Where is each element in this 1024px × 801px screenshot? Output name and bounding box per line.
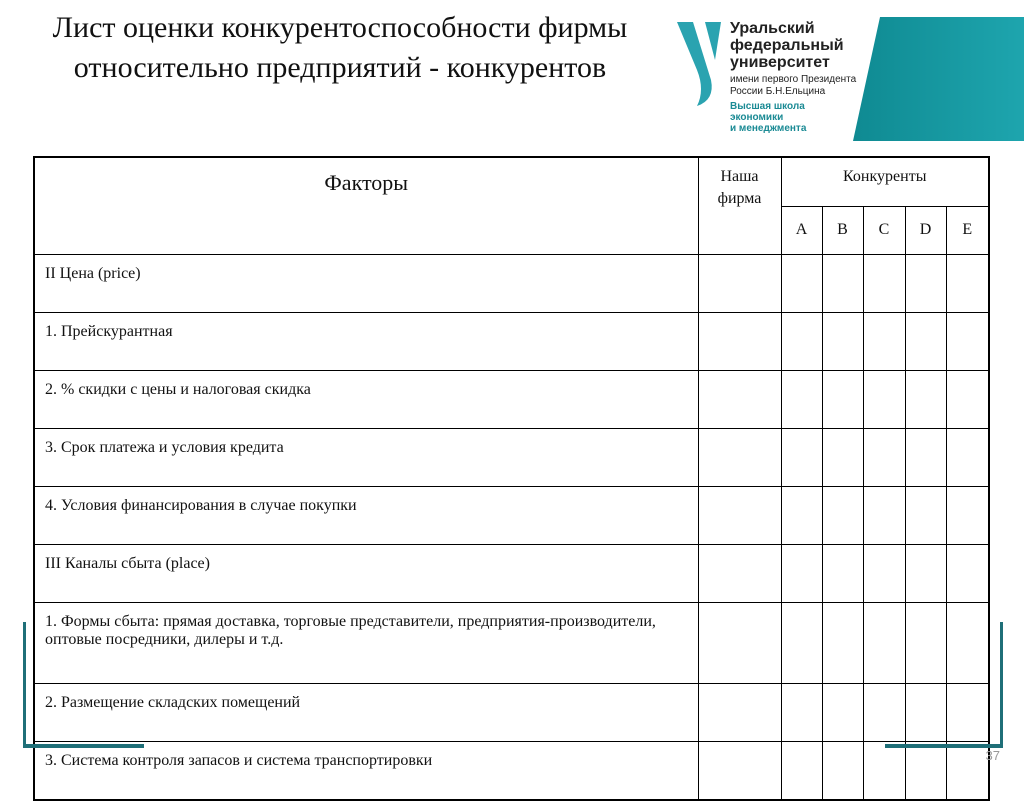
competitor-cell[interactable] bbox=[946, 254, 989, 312]
right-bracket-decoration bbox=[885, 622, 1003, 748]
logo-text: России Б.Н.Ельцина bbox=[730, 86, 826, 97]
competitor-cell[interactable] bbox=[946, 544, 989, 602]
competitor-cell[interactable] bbox=[863, 544, 905, 602]
competitor-cell[interactable] bbox=[822, 602, 863, 683]
competitor-column-header: A bbox=[781, 206, 822, 254]
competitor-cell[interactable] bbox=[946, 486, 989, 544]
competitor-cell[interactable] bbox=[781, 602, 822, 683]
logo-text: имени первого Президента bbox=[730, 74, 857, 85]
competitor-cell[interactable] bbox=[781, 486, 822, 544]
competitor-cell[interactable] bbox=[781, 683, 822, 741]
our-firm-cell[interactable] bbox=[698, 602, 781, 683]
competitor-cell[interactable] bbox=[781, 370, 822, 428]
logo-teal-banner bbox=[853, 17, 1024, 141]
competitor-cell[interactable] bbox=[905, 486, 946, 544]
table-row bbox=[34, 602, 989, 683]
our-firm-cell[interactable] bbox=[698, 428, 781, 486]
table-row bbox=[34, 370, 989, 428]
factors-header: Факторы bbox=[34, 157, 698, 254]
competitor-cell[interactable] bbox=[905, 544, 946, 602]
competitor-cell[interactable] bbox=[822, 741, 863, 800]
table-row bbox=[34, 428, 989, 486]
logo-text: университет bbox=[730, 54, 830, 71]
competitor-cell[interactable] bbox=[863, 370, 905, 428]
logo-text: Высшая школа bbox=[730, 101, 805, 112]
competitor-cell[interactable] bbox=[863, 312, 905, 370]
competitor-column-header: C bbox=[863, 206, 905, 254]
factor-label: 3. Срок платежа и условия кредита bbox=[34, 428, 698, 486]
factor-label: 2. Размещение складских помещений bbox=[34, 683, 698, 741]
table-row bbox=[34, 741, 989, 800]
competitor-cell[interactable] bbox=[863, 486, 905, 544]
logo-text: федеральный bbox=[730, 37, 844, 54]
competitor-cell[interactable] bbox=[905, 312, 946, 370]
table-row bbox=[34, 683, 989, 741]
table-row bbox=[34, 544, 989, 602]
logo-u-icon bbox=[675, 20, 725, 110]
factor-label: 1. Формы сбыта: прямая доставка, торговые представители, предприятия-производители, оптовые посредники, дилеры и т.д. bbox=[34, 602, 698, 683]
competitor-cell[interactable] bbox=[905, 370, 946, 428]
competitor-cell[interactable] bbox=[822, 683, 863, 741]
competitors-header: Конкуренты bbox=[781, 157, 989, 206]
competitor-cell[interactable] bbox=[863, 428, 905, 486]
competitor-column-header: E bbox=[946, 206, 989, 254]
our-firm-header: Наша фирма bbox=[698, 157, 781, 254]
slide-title: Лист оценки конкурентоспособности фирмы относительно предприятий - конкурентов bbox=[52, 11, 628, 84]
factor-label: 1. Прейскурантная bbox=[34, 312, 698, 370]
competitor-column-header: B bbox=[822, 206, 863, 254]
competitor-cell[interactable] bbox=[863, 254, 905, 312]
factor-label: 2. % скидки с цены и налоговая скидка bbox=[34, 370, 698, 428]
competitor-cell[interactable] bbox=[905, 428, 946, 486]
competitor-cell[interactable] bbox=[822, 428, 863, 486]
competitor-column-header: D bbox=[905, 206, 946, 254]
competitor-cell[interactable] bbox=[781, 428, 822, 486]
competitor-cell[interactable] bbox=[781, 544, 822, 602]
our-firm-cell[interactable] bbox=[698, 486, 781, 544]
page-number: 37 bbox=[985, 748, 1000, 763]
our-firm-cell[interactable] bbox=[698, 741, 781, 800]
competitor-cell[interactable] bbox=[946, 428, 989, 486]
competitor-cell[interactable] bbox=[946, 741, 989, 800]
competitor-cell[interactable] bbox=[863, 741, 905, 800]
table-row bbox=[34, 312, 989, 370]
table-row bbox=[34, 254, 989, 312]
logo-text: Уральский bbox=[730, 20, 815, 37]
competitor-cell[interactable] bbox=[822, 370, 863, 428]
our-firm-cell[interactable] bbox=[698, 544, 781, 602]
competitor-cell[interactable] bbox=[905, 741, 946, 800]
competitor-cell[interactable] bbox=[822, 254, 863, 312]
our-firm-cell[interactable] bbox=[698, 312, 781, 370]
left-bracket-decoration bbox=[23, 622, 144, 748]
competitor-cell[interactable] bbox=[905, 254, 946, 312]
table-row bbox=[34, 486, 989, 544]
competitor-cell[interactable] bbox=[946, 370, 989, 428]
competitor-cell[interactable] bbox=[822, 312, 863, 370]
our-firm-cell[interactable] bbox=[698, 254, 781, 312]
competitor-cell[interactable] bbox=[781, 312, 822, 370]
competitor-cell[interactable] bbox=[781, 741, 822, 800]
competitor-cell[interactable] bbox=[946, 312, 989, 370]
factor-label: 3. Система контроля запасов и система транспортировки bbox=[34, 741, 698, 800]
our-firm-cell[interactable] bbox=[698, 370, 781, 428]
our-firm-cell[interactable] bbox=[698, 683, 781, 741]
logo-text: экономики bbox=[730, 112, 784, 123]
logo-text: и менеджмента bbox=[730, 123, 807, 134]
factor-label: III Каналы сбыта (place) bbox=[34, 544, 698, 602]
competitor-cell[interactable] bbox=[781, 254, 822, 312]
competitor-cell[interactable] bbox=[822, 544, 863, 602]
factor-label: II Цена (price) bbox=[34, 254, 698, 312]
competitor-cell[interactable] bbox=[822, 486, 863, 544]
factor-label: 4. Условия финансирования в случае покупки bbox=[34, 486, 698, 544]
competitiveness-table bbox=[33, 156, 990, 801]
